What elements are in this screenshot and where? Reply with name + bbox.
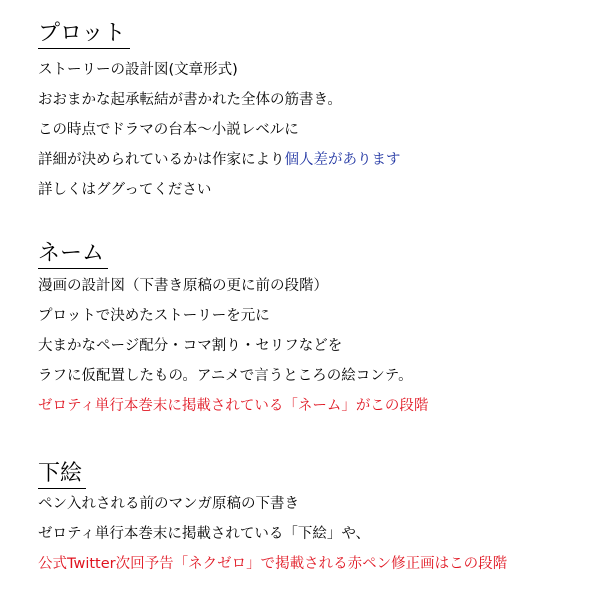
section-heading-name: ネーム bbox=[38, 240, 108, 269]
plot-line-4 bbox=[38, 145, 401, 175]
section-heading-plot: プロット bbox=[38, 20, 130, 49]
section-name bbox=[38, 240, 428, 421]
section-plot bbox=[38, 20, 401, 205]
section-underdrawing bbox=[38, 460, 507, 579]
name-line-3: 大まかなページ配分・コマ割り・セリフなどを bbox=[38, 338, 343, 354]
name-line-5: ゼロティ単行本巻末に掲載されている「ネーム」がこの段階 bbox=[38, 398, 429, 414]
name-line-4: ラフに仮配置したもの。アニメで言うところの絵コンテ。 bbox=[38, 368, 413, 384]
plot-line-3: この時点でドラマの台本〜小説レベルに bbox=[38, 122, 299, 138]
plot-line-4-highlight: 個人差があります bbox=[284, 152, 401, 168]
name-line-1: 漫画の設計図（下書き原稿の更に前の段階） bbox=[38, 278, 328, 294]
plot-line-4-text: 詳細が決められているかは作家により bbox=[38, 152, 285, 168]
name-line-2: プロットで決めたストーリーを元に bbox=[38, 308, 270, 324]
section-heading-underdrawing: 下絵 bbox=[38, 460, 86, 489]
plot-line-1: ストーリーの設計図(文章形式) bbox=[38, 62, 238, 78]
underdrawing-line-2: ゼロティ単行本巻末に掲載されている「下絵」や、 bbox=[38, 526, 371, 542]
plot-line-5: 詳しくはググってください bbox=[38, 182, 212, 198]
underdrawing-line-1: ペン入れされる前のマンガ原稿の下書き bbox=[38, 496, 299, 512]
plot-line-2: おおまかな起承転結が書かれた全体の筋書き。 bbox=[38, 92, 342, 108]
underdrawing-line-3: 公式Twitter次回予告「ネクゼロ」で掲載される赤ペン修正画はこの段階 bbox=[38, 556, 508, 572]
